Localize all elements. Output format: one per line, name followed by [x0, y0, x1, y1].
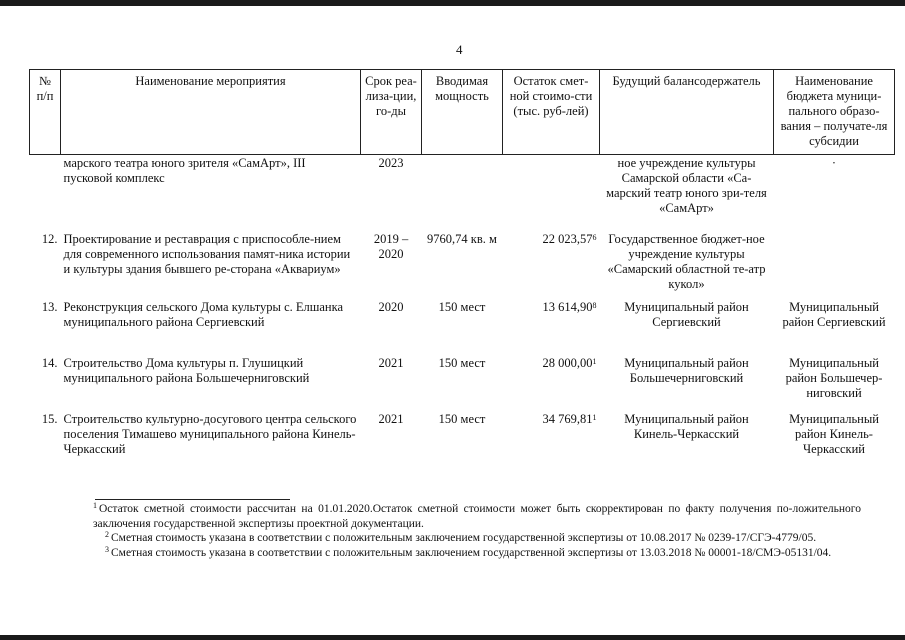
row-number: 13. — [41, 300, 58, 314]
row-name: Строительство культурно-досугового центра сельского поселения Тимашево муниципального района Кинель-Черкасский — [63, 412, 357, 456]
row-name: Реконструкция сельского Дома культуры с. Елшанка муниципального района Сергиевский — [63, 300, 344, 329]
header-number: № п/п — [30, 70, 61, 155]
footnote — [93, 531, 861, 546]
row-cost-footnote: 6 — [592, 233, 597, 242]
row-cost — [503, 155, 600, 233]
footnote-text: Сметная стоимость указана в соответствии с положительным заключением государственной экспертизы от 10.08.2017 № 0239-17/СГЭ-4779/05. — [111, 532, 817, 544]
row-term: 2019 – 2020 — [373, 232, 409, 261]
footnote-text: Сметная стоимость указана в соответствии с положительным заключением государственной экспертизы от 13.03.2018 № 00001-18/СМЭ-05131/04. — [111, 546, 832, 559]
top-border — [0, 0, 905, 6]
row-cost-footnote: 1 — [592, 357, 597, 366]
row-term: 2020 — [378, 300, 404, 314]
table-header-row — [30, 70, 895, 155]
row-term: 2021 — [378, 412, 404, 426]
row-number — [30, 155, 61, 233]
footnotes — [93, 502, 861, 560]
table-row — [30, 155, 895, 233]
footnote-mark: 2 — [105, 530, 109, 539]
row-capacity — [422, 155, 503, 233]
footnote-text: Остаток сметной стоимости рассчитан на 01.01.2020.Остаток сметной стоимости может быть скорректирован по факту получения по-ложительного заключения государственной экспертизы проектной документации. — [93, 503, 861, 530]
footnote-mark: 3 — [105, 544, 109, 554]
row-cost — [503, 300, 600, 356]
footnote — [93, 502, 861, 531]
page-number: 4 — [456, 42, 463, 57]
row-capacity: 150 мест — [438, 300, 486, 314]
row-capacity: 150 мест — [438, 412, 486, 426]
row-term: 2021 — [378, 356, 404, 370]
row-name: Строительство Дома культуры п. Глушицкий муниципального района Большечерниговский — [63, 356, 310, 385]
table-row — [30, 412, 895, 462]
row-cost-value: 34 769,81 — [542, 412, 593, 426]
row-holder: Муниципальный район Большечерниговский — [624, 356, 749, 385]
footnote-separator — [95, 499, 290, 500]
header-term: Срок реа-лиза-ции, го-ды — [361, 70, 422, 155]
row-term: 2023 — [378, 156, 404, 170]
row-number: 14. — [41, 356, 58, 370]
row-budget: Муниципальный район Кинель-Черкасский — [789, 412, 879, 456]
row-holder: Государственное бюджет-ное учреждение культуры «Самарский областной те-атр кукол» — [607, 232, 766, 291]
table-row — [30, 356, 895, 412]
row-cost-value: 22 023,57 — [542, 232, 593, 246]
measures-table — [29, 69, 895, 462]
row-cost-value: 13 614,90 — [542, 300, 593, 314]
row-cost — [503, 412, 600, 462]
row-cost-footnote: 1 — [592, 413, 597, 422]
header-capacity: Вводимая мощность — [422, 70, 503, 155]
row-budget — [774, 232, 895, 300]
row-budget: · — [831, 156, 837, 170]
row-cost — [503, 356, 600, 412]
row-number: 15. — [41, 412, 58, 426]
header-name: Наименование мероприятия — [61, 70, 361, 155]
row-name: Проектирование и реставрация с приспособле-нием для современного использования памят-ника истории и культуры здания бывшего ре-сторана «Аквариум» — [63, 232, 351, 276]
bottom-border — [0, 635, 905, 640]
row-cost-value: 28 000,00 — [542, 356, 593, 370]
header-cost: Остаток смет-ной стоимо-сти (тыс. руб-лей) — [503, 70, 600, 155]
row-cost-footnote: 8 — [592, 301, 597, 310]
row-holder: Муниципальный район Сергиевский — [624, 300, 749, 329]
row-holder: ное учреждение культуры Самарской области «Са-марский театр юного зри-теля «СамАрт» — [606, 156, 767, 215]
row-name: марского театра юного зрителя «СамАрт», III пусковой комплекс — [63, 156, 306, 185]
row-capacity: 150 мест — [438, 356, 486, 370]
row-number: 12. — [41, 232, 58, 246]
row-holder: Муниципальный район Кинель-Черкасский — [624, 412, 749, 441]
footnote-mark: 1 — [93, 501, 97, 510]
row-budget: Муниципальный район Большечер-ниговский — [785, 356, 883, 400]
header-budget: Наименование бюджета муници-пального образо-вания – получате-ля субсидии — [774, 70, 895, 155]
row-cost — [503, 232, 600, 300]
table-row — [30, 232, 895, 300]
table-row — [30, 300, 895, 356]
header-holder: Будущий балансодержатель — [600, 70, 774, 155]
row-budget: Муниципальный район Сергиевский — [782, 300, 886, 329]
row-capacity: 9760,74 кв. м — [427, 232, 497, 246]
footnote — [93, 546, 861, 561]
